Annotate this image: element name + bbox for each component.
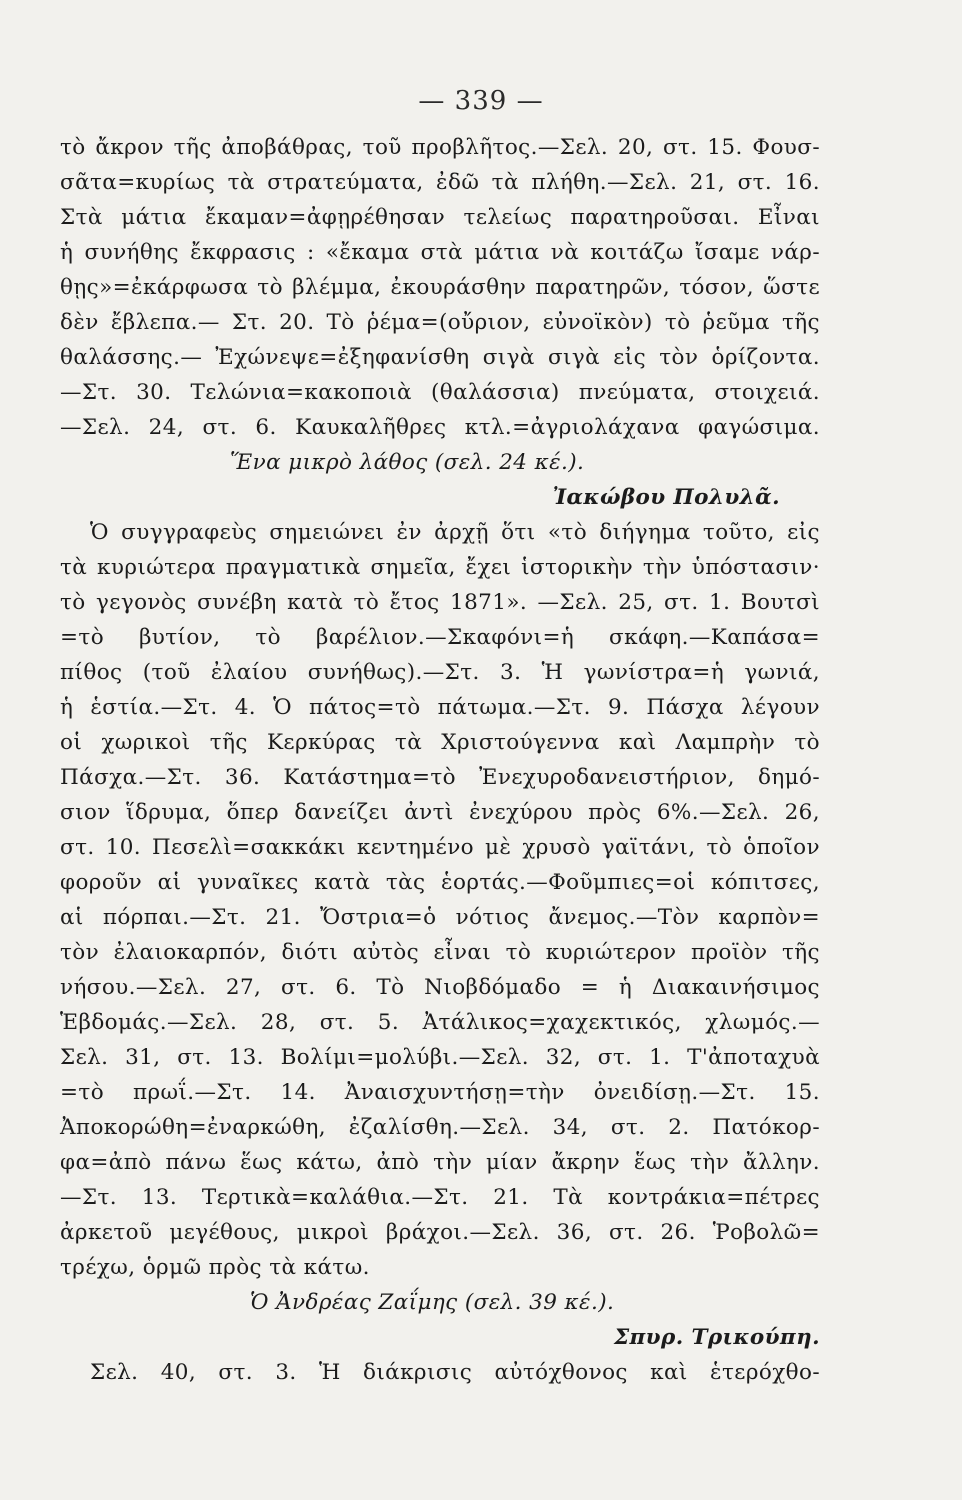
body-text	[60, 130, 820, 1390]
text-line: Σελ. 40, στ. 3. Ἡ διάκρισις αὐτόχθονος καὶ ἑτερόχθο-	[90, 1360, 820, 1385]
text-line: —Σελ. 24, στ. 6. Καυκαλῆθρες κτλ.=ἀγριολάχανα φαγώσιμα.	[60, 415, 820, 440]
text-line: =τὸ πρωΐ.—Στ. 14. Ἀναισχυντήσῃ=τὴν ὀνειδίσῃ.—Στ. 15.	[60, 1080, 820, 1105]
text-line: δὲν ἔβλεπα.— Στ. 20. Τὸ ῥέμα=(οὔριον, εὐνοϊκὸν) τὸ ῥεῦμα τῆς	[60, 310, 820, 335]
text-line: Ἑβδομάς.—Σελ. 28, στ. 5. Ἀτάλικος=χαχεκτικός, χλωμός.—	[60, 1010, 820, 1035]
text-line: Ἀποκορώθη=ἐναρκώθη, ἐζαλίσθη.—Σελ. 34, στ. 2. Πατόκορ-	[60, 1115, 820, 1140]
text-line: =τὸ βυτίον, τὸ βαρέλιον.—Σκαφόνι=ἡ σκάφη.—Καπάσα=	[60, 625, 820, 650]
text-line: θαλάσσης.— Ἐχώνεψε=ἐξηφανίσθη σιγὰ σιγὰ εἰς τὸν ὁρίζοντα.	[60, 345, 820, 370]
text-line: ἡ ἑστία.—Στ. 4. Ὁ πάτος=τὸ πάτωμα.—Στ. 9. Πάσχα λέγουν	[60, 695, 820, 720]
text-line: φοροῦν αἱ γυναῖκες κατὰ τὰς ἑορτάς.—Φοῦμπιες=οἱ κόπιτσες,	[60, 870, 820, 895]
text-line: θῃς»=ἐκάρφωσα τὸ βλέμμα, ἐκουράσθην παρατηρῶν, τόσον, ὥστε	[60, 275, 820, 300]
text-line: στ. 10. Πεσελὶ=σακκάκι κεντημένο μὲ χρυσὸ γαϊτάνι, τὸ ὁποῖον	[60, 835, 820, 860]
text-line: Σελ. 31, στ. 13. Βολίμι=μολύβι.—Σελ. 32, στ. 1. Τ'ἀποταχυὰ	[60, 1045, 820, 1070]
text-line: τὰ κυριώτερα πραγματικὰ σημεῖα, ἔχει ἱστορικὴν τὴν ὑπόστασιν·	[60, 555, 820, 580]
text-line: σᾶτα=κυρίως τὰ στρατεύματα, ἐδῶ τὰ πλήθη.—Σελ. 21, στ. 16.	[60, 170, 820, 195]
text-line: ἀρκετοῦ μεγέθους, μικροὶ βράχοι.—Σελ. 36, στ. 26. Ῥοβολῶ=	[60, 1220, 820, 1245]
text-line: τὸν ἐλαιοκαρπόν, διότι αὐτὸς εἶναι τὸ κυριώτερον προϊὸν τῆς	[60, 940, 820, 965]
text-line: —Στ. 30. Τελώνια=κακοποιὰ (θαλάσσια) πνεύματα, στοιχειά.	[60, 380, 820, 405]
text-line: τὸ ἄκρον τῆς ἀποβάθρας, τοῦ προβλῆτος.—Σελ. 20, στ. 15. Φουσ-	[60, 135, 820, 160]
section-heading: Ὁ Ἀνδρέας Ζαΐμης (σελ. 39 κέ.).	[250, 1290, 615, 1315]
page-number: — 339 —	[418, 86, 544, 116]
text-line: οἱ χωρικοὶ τῆς Κερκύρας τὰ Χριστούγεννα καὶ Λαμπρὴν τὸ	[60, 730, 820, 755]
text-line: Πάσχα.—Στ. 36. Κατάστημα=τὸ Ἐνεχυροδανειστήριον, δημό-	[60, 765, 820, 790]
text-line: Στὰ μάτια ἔκαμαν=ἀφῃρέθησαν τελείως παρατηροῦσαι. Εἶναι	[60, 205, 820, 230]
text-line: ἡ συνήθης ἔκφρασις : «ἔκαμα στὰ μάτια νὰ κοιτάζω ἴσαμε νάρ-	[60, 240, 820, 265]
text-line: —Στ. 13. Τερτικὰ=καλάθια.—Στ. 21. Τὰ κοντράκια=πέτρες	[60, 1185, 820, 1210]
section-heading: Ἕνα μικρὸ λάθος (σελ. 24 κέ.).	[230, 450, 585, 475]
text-line: τὸ γεγονὸς συνέβη κατὰ τὸ ἔτος 1871». —Σελ. 25, στ. 1. Βουτσὶ	[60, 590, 820, 615]
text-line: νήσου.—Σελ. 27, στ. 6. Τὸ Νιοβδόμαδο = ἡ Διακαινήσιμος	[60, 975, 820, 1000]
text-line: Ὁ συγγραφεὺς σημειώνει ἐν ἀρχῇ ὅτι «τὸ διήγημα τοῦτο, εἰς	[90, 520, 820, 545]
text-line: τρέχω, ὁρμῶ πρὸς τὰ κάτω.	[60, 1255, 370, 1280]
section-author: Σπυρ. Τρικούπη.	[613, 1325, 820, 1350]
text-line: σιον ἵδρυμα, ὅπερ δανείζει ἀντὶ ἐνεχύρου πρὸς 6%.—Σελ. 26,	[60, 800, 820, 825]
text-line: φα=ἀπὸ πάνω ἕως κάτω, ἀπὸ τὴν μίαν ἄκρην ἕως τὴν ἄλλην.	[60, 1150, 820, 1175]
text-line: αἱ πόρπαι.—Στ. 21. Ὄστρια=ὁ νότιος ἄνεμος.—Τὸν καρπὸν=	[60, 905, 820, 930]
section-author: Ἰακώβου Πολυλᾶ.	[552, 485, 780, 510]
text-line: πίθος (τοῦ ἐλαίου συνήθως).—Στ. 3. Ἡ γωνίστρα=ἡ γωνιά,	[60, 660, 820, 685]
